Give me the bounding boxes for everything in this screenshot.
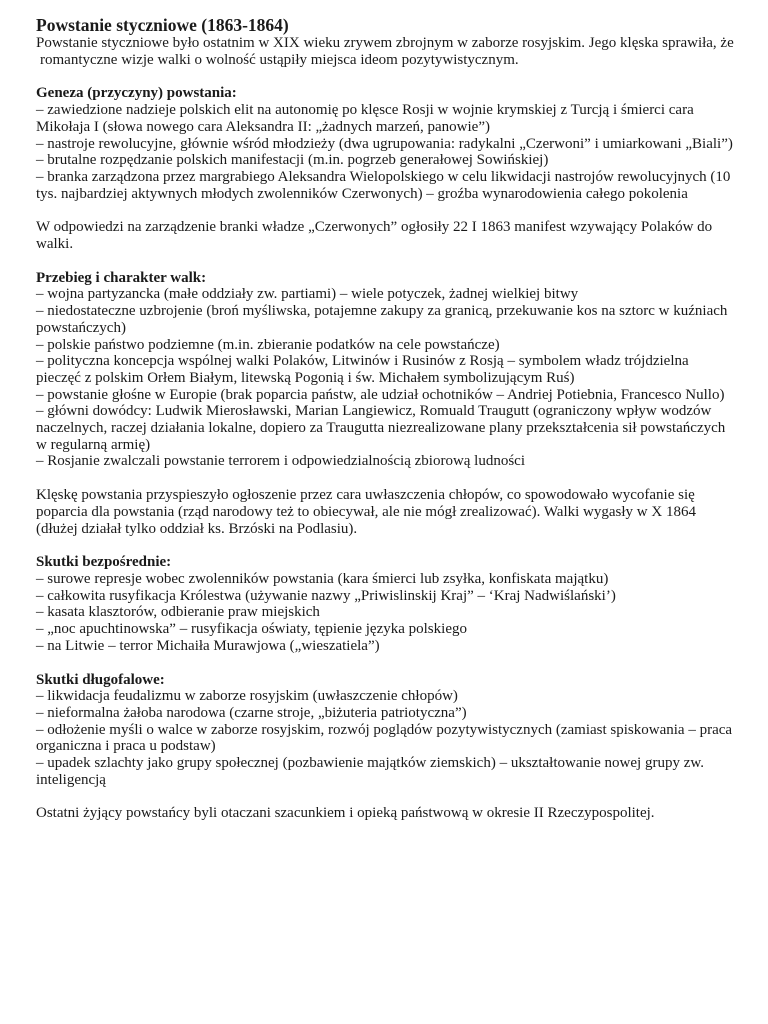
- list-item: – surowe represje wobec zwolenników powstania (kara śmierci lub zsyłka, konfiskata majątku): [36, 571, 736, 588]
- manifest-paragraph: W odpowiedzi na zarządzenie branki władze „Czerwonych” ogłosiły 22 I 1863 manifest wzywający Polaków do walki.: [36, 219, 713, 253]
- skutki-bezposrednie-list: [36, 571, 736, 655]
- list-item: – brutalne rozpędzanie polskich manifestacji (m.in. pogrzeb generałowej Sowińskiej): [36, 152, 736, 169]
- list-item: – nastroje rewolucyjne, głównie wśród młodzieży (dwa ugrupowania: radykalni „Czerwoni” i umiarkowani „Biali”): [36, 136, 736, 153]
- list-item: – likwidacja feudalizmu w zaborze rosyjskim (uwłaszczenie chłopów): [36, 688, 736, 705]
- list-item: – polskie państwo podziemne (m.in. zbieranie podatków na cele powstańcze): [36, 337, 736, 354]
- list-item: – na Litwie – terror Michaiła Murawjowa („wieszatiela”): [36, 638, 736, 655]
- section-heading-skutki-dlugofalowe: Skutki długofalowe:: [36, 671, 165, 688]
- paragraph-gap: [36, 537, 736, 554]
- intro-paragraph: Powstanie styczniowe było ostatnim w XIX wieku zrywem zbrojnym w zaborze rosyjskim. Jego klęska sprawiła, że romantyczne wizje walki o wolność ustąpiły miejsca ideom pozytywistycznym.: [36, 35, 734, 68]
- document-page: [36, 15, 736, 822]
- document-title: Powstanie styczniowe (1863-1864): [36, 15, 289, 35]
- list-item: – wojna partyzancka (małe oddziały zw. partiami) – wiele potyczek, żadnej wielkiej bitwy: [36, 286, 736, 303]
- przebieg-list: [36, 286, 736, 470]
- kleska-paragraph: Klęskę powstania przyspieszyło ogłoszenie przez cara uwłaszczenia chłopów, co spowodowało wycofanie się poparcia dla powstania (rząd narodowy też to obiecywał, ale nie mógł zrealizować). Walki wygasły w X 1864 (dłużej działał tylko oddział ks. Brzóski na Podlasiu).: [36, 487, 696, 537]
- paragraph-gap: [36, 253, 736, 270]
- list-item: – odłożenie myśli o walce w zaborze rosyjskim, rozwój poglądów pozytywistycznych (zamiast spiskowania – praca organiczna i praca u podstaw): [36, 722, 736, 755]
- list-item: – całkowita rusyfikacja Królestwa (używanie nazwy „Priwislinskij Kraj” – ‘Kraj Nadwiślański’): [36, 588, 736, 605]
- list-item: – niedostateczne uzbrojenie (broń myśliwska, potajemne zakupy za granicą, przekuwanie kos na sztorc w kuźniach powstańczych): [36, 303, 736, 336]
- list-item: – powstanie głośne w Europie (brak poparcia państw, ale udział ochotników – Andriej Potiebnia, Francesco Nullo): [36, 387, 736, 404]
- paragraph-gap: [36, 68, 736, 85]
- list-item: – Rosjanie zwalczali powstanie terrorem i odpowiedzialnością zbiorową ludności: [36, 453, 736, 470]
- section-heading-geneza: Geneza (przyczyny) powstania:: [36, 85, 237, 102]
- list-item: – nieformalna żałoba narodowa (czarne stroje, „biżuteria patriotyczna”): [36, 705, 736, 722]
- closing-paragraph: Ostatni żyjący powstańcy byli otaczani szacunkiem i opieką państwową w okresie II Rzeczypospolitej.: [36, 805, 655, 822]
- paragraph-gap: [36, 202, 736, 219]
- section-heading-przebieg: Przebieg i charakter walk:: [36, 269, 207, 286]
- paragraph-gap: [36, 470, 736, 487]
- list-item: – polityczna koncepcja wspólnej walki Polaków, Litwinów i Rusinów z Rosją – symbolem władz trójdzielna pieczęć z polskim Orłem Białym, litewską Pogonią i św. Michałem symbolizującym Ruś): [36, 353, 736, 386]
- list-item: – branka zarządzona przez margrabiego Aleksandra Wielopolskiego w celu likwidacji nastrojów rewolucyjnych (10 tys. najbardziej aktywnych młodych zwolenników Czerwonych) – groźba wynarodowienia całego pokolenia: [36, 169, 736, 202]
- section-heading-skutki-bezposrednie: Skutki bezpośrednie:: [36, 554, 172, 571]
- list-item: – główni dowódcy: Ludwik Mierosławski, Marian Langiewicz, Romuald Traugutt (ograniczony wpływ wodzów naczelnych, raczej działania lokalne, dopiero za Traugutta niezrealizowane plany przekształcenia sił powstańczych w regularną armię): [36, 403, 736, 453]
- list-item: – „noc apuchtinowska” – rusyfikacja oświaty, tępienie języka polskiego: [36, 621, 736, 638]
- list-item: – zawiedzione nadzieje polskich elit na autonomię po klęsce Rosji w wojnie krymskiej z Turcją i śmierci cara Mikołaja I (słowa nowego cara Aleksandra II: „żadnych marzeń, panowie”): [36, 102, 736, 135]
- list-item: – upadek szlachty jako grupy społecznej (pozbawienie majątków ziemskich) – ukształtowanie nowej grupy zw. inteligencją: [36, 755, 736, 788]
- paragraph-gap: [36, 788, 736, 805]
- list-item: – kasata klasztorów, odbieranie praw miejskich: [36, 604, 736, 621]
- skutki-dlugofalowe-list: [36, 688, 736, 788]
- geneza-list: [36, 102, 736, 202]
- paragraph-gap: [36, 655, 736, 672]
